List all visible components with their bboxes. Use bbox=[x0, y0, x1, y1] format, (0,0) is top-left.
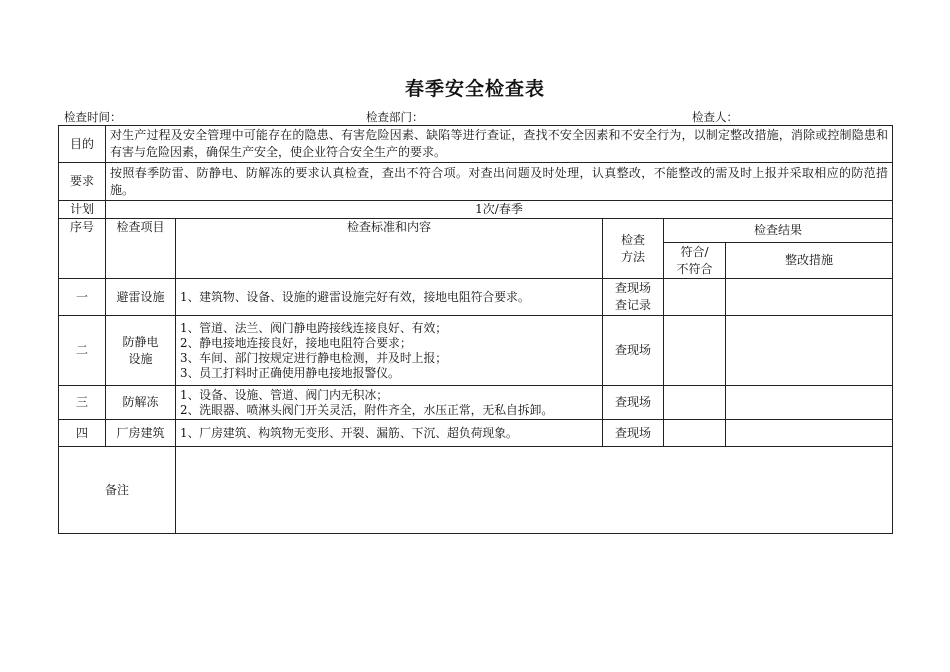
header-row-1 bbox=[59, 219, 893, 243]
row-conform-cell bbox=[664, 316, 726, 386]
row-standard-line: 1、建筑物、设备、设施的避雷设施完好有效，接地电阻符合要求。 bbox=[180, 289, 530, 304]
row-item bbox=[106, 386, 176, 420]
requirement-text: 按照春季防雷、防静电、防解冻的要求认真检查，查出不符合项。对查出问题及时处理，认真整改，不能整改的需及时上报并采取相应的防范措施。 bbox=[106, 163, 893, 201]
header-rectify: 整改措施 bbox=[726, 243, 893, 279]
row-method bbox=[603, 420, 664, 447]
header-conform-line2: 不符合 bbox=[676, 261, 713, 276]
purpose-label: 目的 bbox=[59, 126, 106, 163]
header-method bbox=[603, 219, 664, 279]
remarks-content bbox=[176, 447, 893, 534]
row-standard-line: 1、厂房建筑、构筑物无变形、开裂、漏筋、下沉、超负荷现象。 bbox=[180, 425, 518, 440]
header-conform bbox=[664, 243, 726, 279]
row-rectify-cell bbox=[726, 420, 893, 447]
header-seq: 序号 bbox=[59, 219, 106, 279]
row-rectify-cell bbox=[726, 316, 893, 386]
purpose-text: 对生产过程及安全管理中可能存在的隐患、有害危险因素、缺陷等进行查证，查找不安全因素和不安全行为，以制定整改措施，消除或控制隐患和有害与危险因素，确保生产安全，使企业符合安全生产的要求。 bbox=[106, 126, 893, 163]
table-row bbox=[59, 386, 893, 420]
row-standard bbox=[176, 386, 603, 420]
row-standard-line: 1、设备、设施、管道、阀门内无积冰； bbox=[180, 387, 389, 402]
page-title: 春季安全检查表 bbox=[404, 78, 545, 100]
table-row bbox=[59, 420, 893, 447]
remarks-row bbox=[59, 447, 893, 534]
row-conform-cell bbox=[664, 420, 726, 447]
row-standard-line: 3、车间、部门按规定进行静电检测，并及时上报； bbox=[180, 350, 448, 365]
purpose-row bbox=[59, 126, 893, 163]
row-standard bbox=[176, 420, 603, 447]
header-method-line2: 方法 bbox=[620, 249, 645, 264]
row-seq: 二 bbox=[59, 316, 106, 386]
row-rectify-cell bbox=[726, 279, 893, 316]
row-method-line1: 查现场 bbox=[614, 395, 651, 409]
row-method-line1: 查现场 bbox=[614, 425, 651, 440]
row-item-line1: 厂房建筑 bbox=[116, 425, 165, 440]
header-method-line1: 检查 bbox=[620, 232, 645, 247]
row-conform-cell bbox=[664, 386, 726, 420]
row-standard-line: 2、洗眼器、喷淋头阀门开关灵活，附件齐全，水压正常，无私自拆卸。 bbox=[180, 402, 554, 417]
row-rectify-cell bbox=[726, 386, 893, 420]
row-item bbox=[106, 316, 176, 386]
row-item-line1: 避雷设施 bbox=[116, 289, 165, 304]
row-item bbox=[106, 420, 176, 447]
plan-row bbox=[59, 201, 893, 219]
header-item: 检查项目 bbox=[106, 219, 176, 279]
header-result: 检查结果 bbox=[664, 219, 893, 243]
inspection-time-label: 检查时间： bbox=[64, 110, 122, 124]
requirement-label: 要求 bbox=[59, 163, 106, 201]
row-standard-line: 3、员工打料时正确使用静电接地报警仪。 bbox=[180, 365, 400, 380]
row-item-line2: 设施 bbox=[128, 351, 153, 366]
row-seq: 四 bbox=[59, 420, 106, 447]
row-method bbox=[603, 316, 664, 386]
row-standard bbox=[176, 279, 603, 316]
row-method-line1: 查现场 bbox=[614, 343, 651, 357]
row-seq: 一 bbox=[59, 279, 106, 316]
row-conform-cell bbox=[664, 279, 726, 316]
requirement-row bbox=[59, 163, 893, 201]
row-item-line1: 防静电 bbox=[122, 334, 159, 349]
row-method bbox=[603, 386, 664, 420]
plan-label: 计划 bbox=[59, 201, 106, 219]
row-item-line1: 防解冻 bbox=[122, 395, 159, 409]
row-seq: 三 bbox=[59, 386, 106, 420]
header-conform-line1: 符合/ bbox=[680, 244, 709, 259]
row-standard bbox=[176, 316, 603, 386]
inspector-label: 检查人： bbox=[692, 110, 738, 124]
row-method-line1: 查现场 bbox=[614, 281, 651, 295]
inspection-department-label: 检查部门： bbox=[366, 110, 424, 124]
row-item bbox=[106, 279, 176, 316]
header-standard: 检查标准和内容 bbox=[176, 219, 603, 279]
row-standard-line: 1、管道、法兰、阀门静电跨接线连接良好、有效； bbox=[180, 320, 448, 335]
row-method-line2: 查记录 bbox=[614, 298, 651, 312]
inspection-table bbox=[58, 125, 893, 534]
plan-value: 1次/春季 bbox=[106, 201, 893, 219]
row-standard-line: 2、静电接地连接良好，接地电阻符合要求； bbox=[180, 335, 412, 350]
table-row bbox=[59, 279, 893, 316]
table-row bbox=[59, 316, 893, 386]
remarks-label: 备注 bbox=[59, 447, 176, 534]
row-method bbox=[603, 279, 664, 316]
